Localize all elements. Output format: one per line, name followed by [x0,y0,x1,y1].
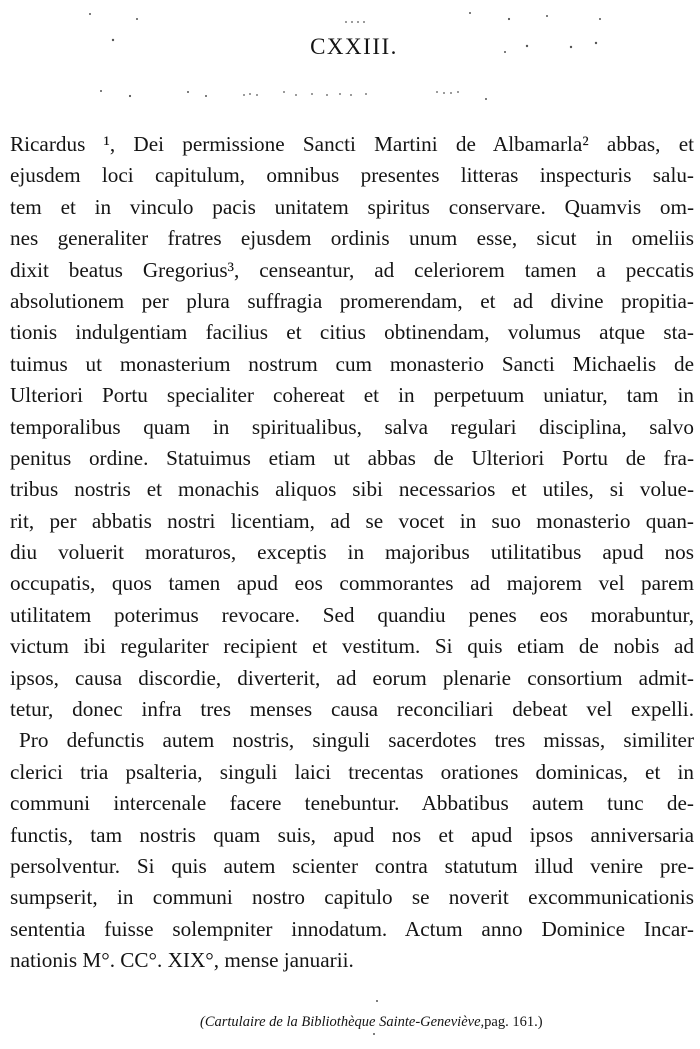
text-line: occupatis, quos tamen apud eos commorantes ad majorem vel parem [10,571,694,596]
text-line: victum ibi regulariter recipient et vestitum. Si quis etiam de nobis ad [10,634,694,659]
charter-text [10,129,694,977]
text-line: tetur, donec infra tres menses causa reconciliari debeat vel expelli. [10,697,694,722]
text-line: absolutionem per plura suffragia promerendam, et ad divine propitia- [10,288,694,313]
text-line: Ulteriori Portu specialiter cohereat et in perpetuum uniatur, tam in [10,383,694,408]
text-line: tem et in vinculo pacis unitatem spiritus conservare. Quamvis om- [10,194,694,219]
source-citation [200,1014,670,1031]
text-line: dixit beatus Gregorius³, censeantur, ad celeriorem tamen a peccatis [10,257,694,282]
text-line: sumpserit, in communi nostro capitulo se noverit excommunicationis [10,885,694,910]
text-line: functis, tam nostris quam suis, apud nos et apud ipsos anniversaria [10,822,694,847]
text-line: Ricardus ¹, Dei permissione Sancti Martini de Albamarla² abbas, et [10,132,694,156]
text-line: nationis M°. CC°. XIX°, mense januarii. [10,948,354,973]
text-line: diu voluerit moraturos, exceptis in majoribus utilitatibus apud nos [10,540,694,565]
source-page: pag. 161.) [484,1014,543,1030]
source-title: (Cartulaire de la Bibliothèque Sainte-Geneviève, [200,1014,485,1030]
text-line: persolventur. Si quis autem scienter contra statutum illud venire pre- [10,853,694,878]
text-line: ipsos, causa discordie, diverterit, ad eorum plenarie consortium admit- [10,665,694,690]
text-line: Pro defunctis autem nostris, singuli sacerdotes tres missas, similiter [19,728,694,753]
text-line: sententia fuisse solempniter innodatum. Actum anno Dominice Incar- [10,916,694,941]
text-line: nes generaliter fratres ejusdem ordinis unum esse, sicut in omeliis [10,226,694,251]
text-line: penitus ordine. Statuimus etiam ut abbas de Ulteriori Portu de fra- [10,445,694,470]
text-line: tribus nostris et monachis aliquos sibi necessarios et utiles, si volue- [10,477,694,502]
text-line: clerici tria psalteria, singuli laici trecentas orationes dominicas, et in [10,759,694,784]
text-line: rit, per abbatis nostri licentiam, ad se vocet in suo monasterio quan- [10,508,694,533]
text-line: tionis indulgentiam facilius et citius obtinendam, volumus atque sta- [10,320,694,345]
text-line: ejusdem loci capitulum, omnibus presentes litteras inspecturis salu- [10,163,694,188]
document-heading [0,34,700,60]
charter-number: CXXIII. [310,34,398,59]
text-line: utilitatem poterimus revocare. Sed quandiu penes eos morabuntur, [10,602,694,627]
text-line: tuimus ut monasterium nostrum cum monasterio Sancti Michaelis de [10,351,694,376]
text-line: communi intercenale facere tenebuntur. Abbatibus autem tunc de- [10,791,694,816]
text-line: temporalibus quam in spiritualibus, salva regulari disciplina, salvo [10,414,694,439]
